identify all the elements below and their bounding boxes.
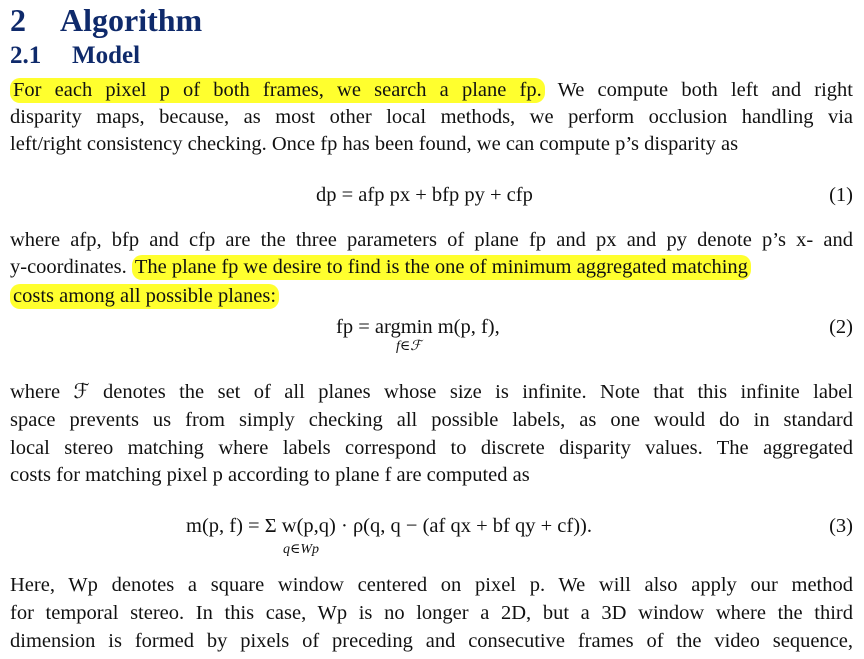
paragraph-1-line-3: left/right consistency checking. Once fp has been found, we can compute p’s disparity as (10, 133, 739, 155)
highlight-minimum-cost: The plane fp we desire to find is the one of minimum aggregated matching (132, 255, 751, 280)
subsection-number: 2.1 (10, 42, 42, 69)
equation-3: m(p, f) = Σ w(p,q) · ρ(q, q − (af qx + bf qy + cf)). (186, 515, 592, 537)
equation-2-number: (2) (829, 316, 853, 338)
subsection-heading (10, 40, 140, 72)
paragraph-2-line-2 (10, 253, 853, 281)
paragraph-4-line-2: for temporal stereo. In this case, Wp is no longer a 2D, but a 3D window where the third (10, 602, 853, 624)
equation-1: dp = afp px + bfp py + cfp (316, 184, 533, 206)
paragraph-1-line-1 (10, 76, 853, 104)
section-heading (10, 0, 202, 40)
text-run: y-coordinates. (10, 256, 127, 278)
paragraph-4-line-1: Here, Wp denotes a square window centered on pixel p. We will also apply our method (10, 574, 853, 596)
paragraph-3-line-1: where ℱ denotes the set of all planes whose size is infinite. Note that this infinite label (10, 381, 853, 403)
paragraph-4-line-3: dimension is formed by pixels of preceding and consecutive frames of the video sequence, (10, 630, 853, 652)
text-run: We compute both left and right (557, 79, 853, 101)
paragraph-2-line-3 (10, 282, 853, 310)
paragraph-3-line-4: costs for matching pixel p according to plane f are computed as (10, 464, 530, 486)
highlight-plane-search: For each pixel p of both frames, we search a plane fp. (10, 78, 545, 103)
equation-2: fp = argmin m(p, f), (336, 316, 500, 338)
paragraph-3-line-3: local stereo matching where labels correspond to discrete disparity values. The aggregated (10, 437, 853, 459)
section-title: Algorithm (60, 2, 203, 38)
equation-3-number: (3) (829, 515, 853, 537)
section-number: 2 (10, 2, 26, 38)
paragraph-1-line-2: disparity maps, because, as most other local methods, we perform occlusion handling via (10, 106, 853, 128)
equation-3-subscript: q∈Wp (283, 542, 320, 557)
paragraph-3-line-2: space prevents us from simply checking all possible labels, as one would do in standard (10, 409, 853, 431)
equation-1-number: (1) (829, 184, 853, 206)
equation-2-subscript: f∈ℱ (396, 339, 422, 354)
paragraph-2-line-1: where afp, bfp and cfp are the three parameters of plane fp and px and py denote p’s x- and (10, 229, 853, 251)
highlight-all-planes: costs among all possible planes: (10, 284, 279, 309)
subsection-title: Model (72, 42, 141, 69)
